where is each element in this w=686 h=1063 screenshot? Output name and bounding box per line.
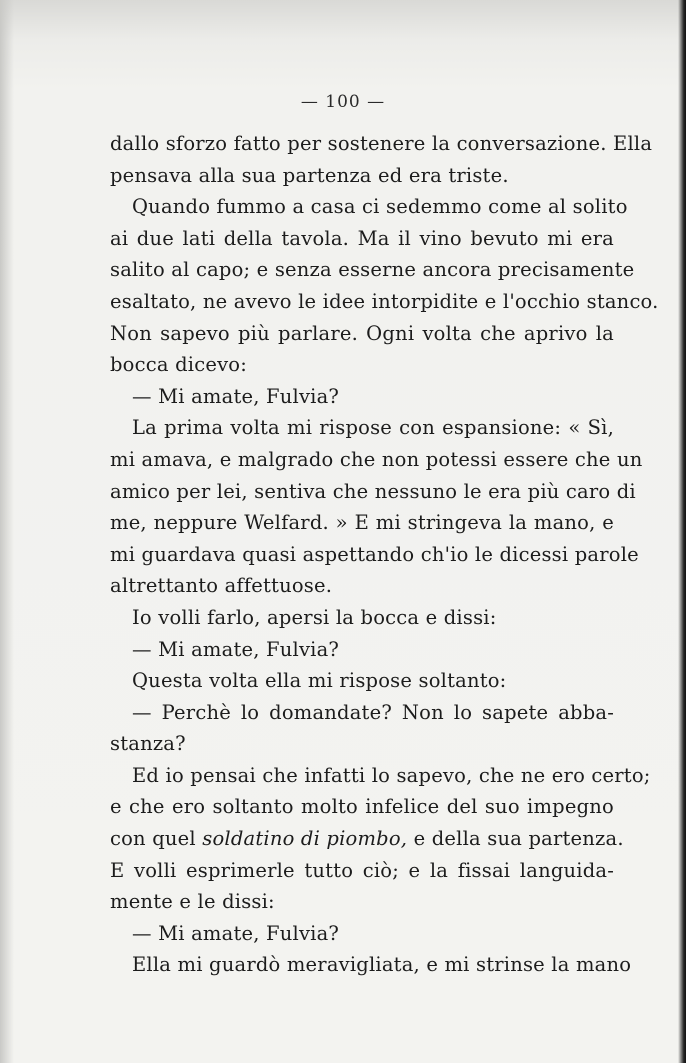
text-line: Non sapevo più parlare. Ogni volta che aprivo la xyxy=(110,321,614,345)
text-line: La prima volta mi rispose con espansione: « Sì, xyxy=(132,416,614,440)
dialogue-line: — Mi amate, Fulvia? xyxy=(132,921,340,945)
text-line: Questa volta ella mi rispose soltanto: xyxy=(132,669,507,693)
text-line xyxy=(110,823,624,855)
text-line: ai due lati della tavola. Ma il vino bevuto mi era xyxy=(110,226,614,250)
page-number: — 100 — xyxy=(300,92,386,112)
text-line: E volli esprimerle tutto ciò; e la fissai languida- xyxy=(110,858,614,882)
text-line: dallo sforzo fatto per sostenere la conversazione. Ella xyxy=(110,132,653,155)
body-text xyxy=(110,128,659,981)
text-line: mi guardava quasi aspettando ch'io le dicessi parole xyxy=(110,542,639,566)
italic-phrase: soldatino di piombo, xyxy=(202,827,408,851)
text-line: esaltato, ne avevo le idee intorpidite e l'occhio stanco. xyxy=(110,289,659,313)
text-after-italic: e della sua partenza. xyxy=(407,827,624,851)
dialogue-line: — Mi amate, Fulvia? xyxy=(132,384,340,408)
text-line: amico per lei, sentiva che nessuno le era più caro di xyxy=(110,479,636,503)
text-line: Ella mi guardò meravigliata, e mi strinse la mano xyxy=(132,953,632,977)
text-line: bocca dicevo: xyxy=(110,353,247,377)
text-line: me, neppure Welfard. » E mi stringeva la mano, e xyxy=(110,511,614,535)
text-line: stanza? xyxy=(110,732,186,756)
text-line: salito al capo; e senza esserne ancora precisamente xyxy=(110,258,635,282)
dialogue-line: — Mi amate, Fulvia? xyxy=(132,637,340,661)
text-line: Ed io pensai che infatti lo sapevo, che ne ero certo; xyxy=(132,763,651,787)
text-line: mi amava, e malgrado che non potessi essere che un xyxy=(110,447,643,471)
dialogue-line: — Perchè lo domandate? Non lo sapete abba- xyxy=(132,700,614,724)
text-before-italic: con quel xyxy=(110,827,203,851)
text-line: Io volli farlo, apersi la bocca e dissi: xyxy=(132,605,497,629)
text-line: mente e le dissi: xyxy=(110,890,275,914)
text-line: Quando fummo a casa ci sedemmo come al solito xyxy=(132,195,628,219)
text-line: e che ero soltanto molto infelice del suo impegno xyxy=(110,795,614,819)
text-line: altrettanto affettuose. xyxy=(110,574,333,598)
text-line: pensava alla sua partenza ed era triste. xyxy=(110,163,509,187)
